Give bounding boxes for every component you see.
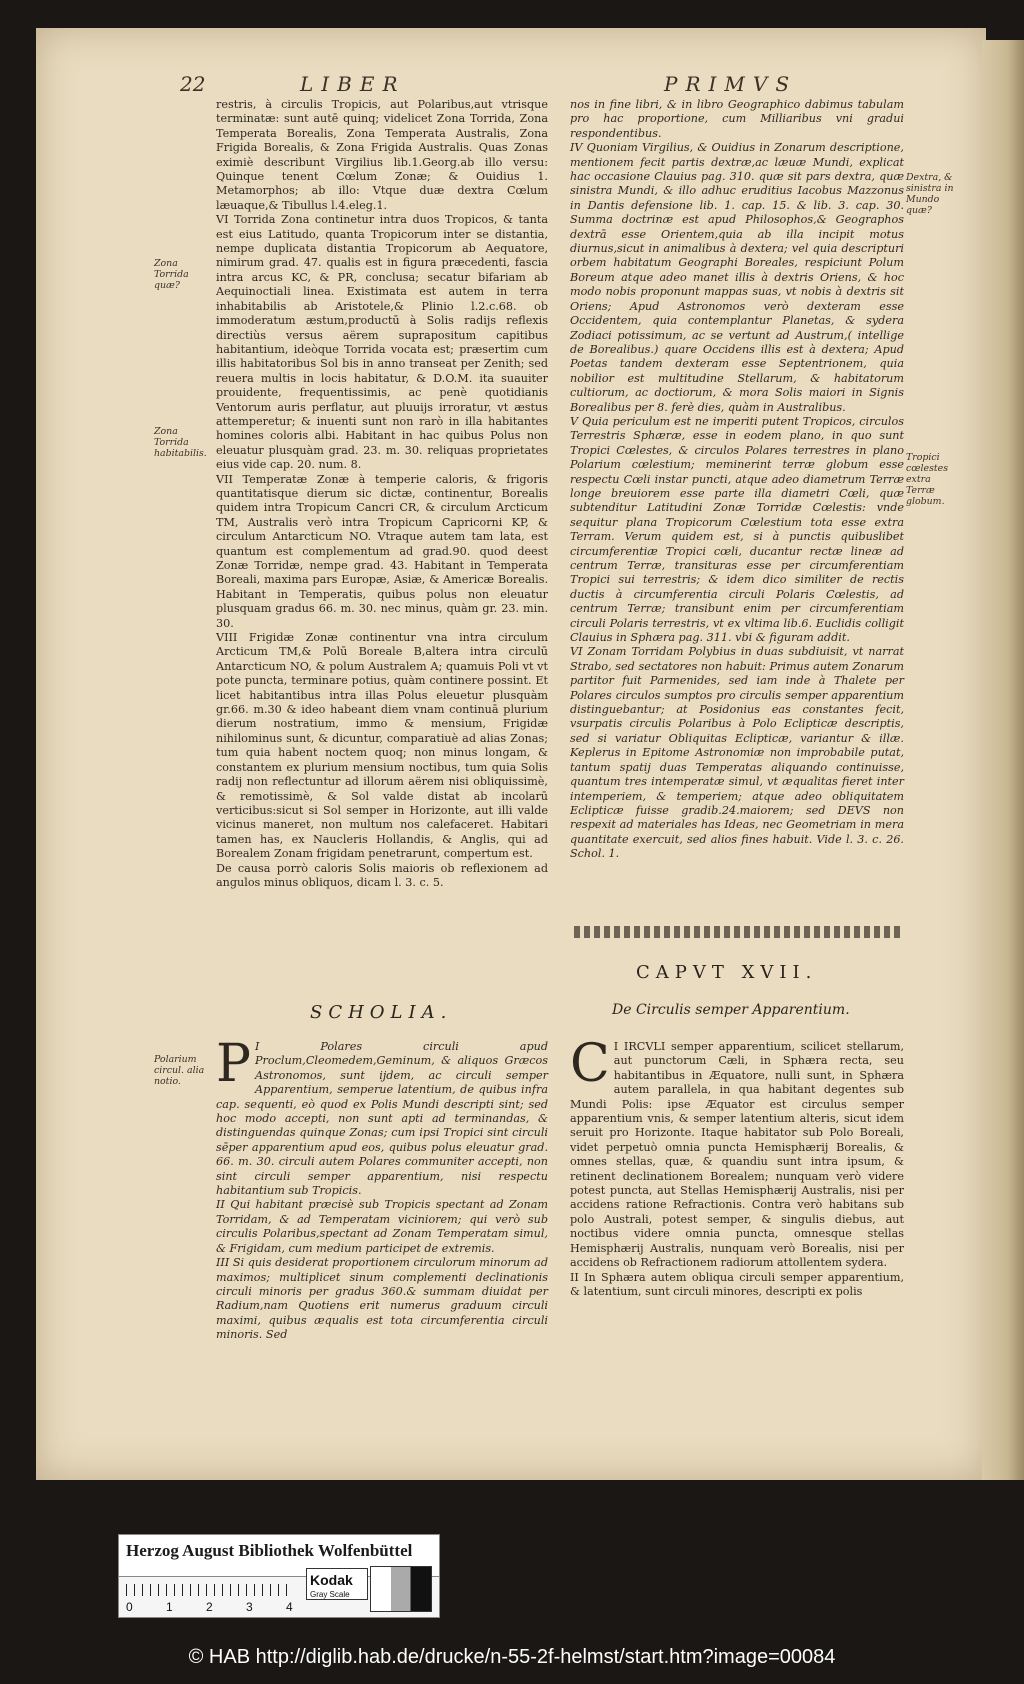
scholia-first: I Polares circuli apud Proclum,Cleomedem,Geminum, & aliquos Græcos Astronomos, sunt ijdem, ac circuli semper Apparentium, semperue latentium, de quibus infra cap. sequenti, eò quod ex Polis Mundi descripti sint; sed hoc modo accepti, non sunt apti ad terminandas, & distinguendas quinque Zonas; cum ipsi Tropici sint circuli sēper apparentium apud eos, quibus polus eleuatur grad. 66. m. 30. circuli autem Polares communiter accepti, non sint circuli semper apparentium, nisi respectu habitantium sub Tropicis. (216, 1040, 548, 1198)
right-paragraph: IV Quoniam Virgilius, & Ouidius in Zonarum descriptione, mentionem fecit partis dextræ,ac læuæ Mundi, explicat hac occasione Clauius pag. 310. quæ sit pars dextra, quæ sinistra Mundi, & illo adhuc eruditius Iacobus Mazzonus in Dantis defensione lib. 1. cap. 15. & lib. 3. cap. 30. Summa doctrinæ est apud Philosophos,& Geographos dextrā esse Orientem,quia ab illa incipit motus diurnus,sicut in animalibus à dextera; vel quia descripturi orbem habitatum Geographi Boreales, respiciunt Polum Boreum atque adeo manet illis à dextris Oriens, & hoc modo nobis proponunt mappas suas, vt nobis à dextris sit Oriens; Apud Astronomos verò dexteram esse Occidentem, quia contemplantur Planetas, & sydera Zodiaci potissimum, ac se vertunt ad Austrum,( intellige de Borealibus.) quare Occidens illis est à dextera; Apud Poetas tandem dexteram esse Septentrionem, quia nobilior est multitudine Stellarum, & habitatorum cultiorum, ac doctiorum, & mora Solis maiori in Signis Borealibus per 8. ferè dies, quàm in Australibus. (570, 141, 904, 414)
ruler-ticks (126, 1584, 294, 1596)
margin-note: Zona Torrida quæ? (154, 258, 189, 291)
scholia-second: II Qui habitant præcisè sub Tropicis spectant ad Zonam Torridam, & ad Temperatam viciniorem; qui verò sub circulis Polaribus,spectant ad Zonam Temperatam simul, & Frigidam, cum medium participet de extremis. (216, 1198, 548, 1255)
right-paragraph: nos in fine libri, & in libro Geographico dabimus tabulam pro hac proportione, cum Milliaribus vni gradui respondentibus. (570, 98, 904, 140)
chapter-title: CAPVT XVII. (636, 962, 818, 983)
scale-number: 0 (126, 1600, 133, 1614)
left-paragraph: restris, à circulis Tropicis, aut Polaribus,aut vtrisque terminatæ: sunt autē quinq; videlicet Zona Torrida, Zona Temperata Borealis, Zona Temperata Australis, Zona Frigida Borealis, & Zona Frigida Australis. Quas Zonas eximiè describunt Virgilius lib.1.Georg.ab illo versu: Quinque tenent Cœlum Zonæ; & Ouidius 1. Metamorphos; ab illo: Vtque duæ dextra Cœlum læuaque,& Tibullus l.4.eleg.1. (216, 98, 548, 212)
scholia-dropcap: P (216, 1034, 251, 1094)
scale-number: 4 (286, 1600, 293, 1614)
scale-number: 2 (206, 1600, 213, 1614)
chapter-p1: I IRCVLI semper apparentium, scilicet stellarum, aut punctorum Cæli, in Sphæra recta, seu habitantibus in Æquatore, nulli sunt, in Sphæra autem parallela, in qua habitant degentes sub Mundi Polis: ipse Æquator est circulus semper apparentium vnis, & semper latentium alteris, sicut idem seruit pro Horizonte. Itaque habitator sub Polo Boreali, videt perpetuò omnia puncta Hemisphærij Borealis, & omnes stellas, quæ, & quandiu sunt intra ipsum, & retinent declinationem Borealem; nunquam verò videre potest puncta, aut Stellas Hemisphærij Australis, nisi per accidens ratione Refractionis. Contra verò habitans sub polo Australi, potest semper, & singulis diebus, aut noctibus videre omnia puncta, omnesque stellas Hemisphærij Australis, nunquam verò Borealis, nisi per accidens ob Refractionem radiorum attollentem sydera. (570, 1040, 904, 1270)
gray-scale-patch (370, 1566, 432, 1612)
margin-note: Polarium circul. alia notio. (154, 1054, 205, 1087)
right-paragraph: VI Zonam Torridam Polybius in duas subdiuisit, vt narrat Strabo, sed sectatores non habuit: Primus autem Zonarum partitor fuit Parmenides, sed iam inde à Thalete per Polares circulos sumptos pro circulis semper apparentium distinguebantur; at Posidonius eas constantes fecit, vsurpatis circulis Polaribus à Polo Eclipticæ descriptis, sed si variatur Obliquitas Eclipticæ, variantur & illæ. Keplerus in Epitome Astronomiæ non improbabile putat, tantum spatij duas Temperatas aliquando continuisse, quantum tres intemperatæ simul, vt æqualitas fieret inter intemperiem, & temperiem; atque adeo obliquitatem Eclipticæ fuisse gradib.24.maiorem; sed DEVS non respexit ad materiales has Ideas, nec Geometriam in mera quantitate exercuit, sed alios fines habuit. Vide l. 3. c. 26. Schol. 1. (570, 645, 904, 861)
kodak-logo: Kodak (310, 1572, 353, 1588)
margin-note: Tropici cœlestes extra Terræ globum. (906, 452, 949, 507)
chapter-p2: II In Sphæra autem obliqua circuli semper apparentium, & latentium, sunt circuli minores, descripti ex polis (570, 1270, 904, 1298)
ornament-rule (574, 926, 902, 938)
left-paragraph: De causa porrò caloris Solis maioris ob reflexionem ad angulos minus obliquos, dicam l. 3. c. 5. (216, 861, 548, 889)
left-column (216, 98, 548, 890)
chapter-subtitle: De Circulis semper Apparentium. (612, 1002, 850, 1018)
right-paragraph: V Quia periculum est ne imperiti putent Tropicos, circulos Terrestris Sphæræ, esse in eodem plano, in quo sunt Tropici Cœlestes, & circulos Polares terrestres in plano Polarium cœlestium; meminerint terræ globum esse respectu Cœli instar puncti, atque adeo diametrum Terræ longe breuiorem esse parte illa diametri Cœli, quæ subtenditur Latitudini Zonæ Torridæ Cœlestis: vnde sequitur plana Tropicorum Cœlestium tota esse extra Terram. Verum quidem est, si à punctis quibuslibet circumferentiæ Tropici cœli, ducantur rectæ lineæ ad centrum Terræ, transituras esse per circumferentiam Tropici sui terrestris; & idem dico similiter de rectis ductis à circumferentia circuli Polaris Cœlestis, ad centrum Terræ; transibunt enim per circumferentiam circuli Polaris terrestris, vt ex vltima lib.6. Euclidis colligit Clauius in Sphæra pag. 311. vbi & figuram addit. (570, 414, 904, 645)
copyright-footer: © HAB http://diglib.hab.de/drucke/n-55-2f-helmst/start.htm?image=00084 (188, 1646, 836, 1668)
scale-number: 3 (246, 1600, 253, 1614)
margin-note: Dextra, & sinistra in Mundo quæ? (906, 172, 954, 216)
chapter-text (570, 1034, 904, 1299)
page-number: 22 (180, 72, 206, 96)
chapter-dropcap: C (570, 1034, 610, 1094)
page-edge (982, 40, 1024, 1480)
running-head-right: PRIMVS (664, 72, 798, 96)
scholia-text (216, 1034, 548, 1343)
left-paragraph: VIII Frigidæ Zonæ continentur vna intra circulum Arcticum TM,& Polū Boreale B,altera intra circulū Antarcticum NO, & polum Australem A; quamuis Poli vt vt pote puncta, terminare potius, quàm continere possint. Et licet habitantibus intra illas Polus eleuetur plusquàm gr.66. m.30 & ideo habeant diem vnam continuā plurium dierum nostratium, immo & mensium, Frigidæ nihilominus sunt, & dicuntur, comparatiuè ad alias Zonas; tum quia habent noctem quoq; non minus longam, & constantem ex plurium mensium noctibus, tum quia Solis radij non reflectuntur ad illorum aërem nisi obliquissimè, & remotissimè, & Sol valde distat ab incolarū verticibus:sicut si Sol semper in Horizonte, aut illi valde vicinus maneret, non multum nos calefaceret. Habitari tamen has, ex Naucleris Hollandis, & Anglis, qui ad Borealem Zonam frigidam penetrarunt, compertum est. (216, 631, 548, 861)
scholia-third: III Si quis desiderat proportionem circulorum minorum ad maximos; multiplicet sinum complementi declinationis circuli minoris per gradus 360.& summam diuidat per Radium,nam Quotiens erit numerus graduum circuli maximi, quibus æqualis est tota circumferentia circuli minoris. Sed (216, 1256, 548, 1342)
scholia-title: SCHOLIA. (310, 1002, 453, 1023)
right-column (570, 98, 904, 862)
margin-note: Zona Torrida habitabilis. (154, 426, 207, 459)
left-paragraph: VII Temperatæ Zonæ à temperie caloris, & frigoris quantitatisque dierum sic dictæ, continentur, Borealis quidem intra Tropicum Cancri CR, & circulum Arcticum TM, Australis verò intra Tropicum Capricorni KP, & circulum Antarcticum NO. Vtraque autem tam lata, est quantum est complementum ad grad.90. quod deest Zonæ Torridæ, nempe grad. 43. Habitant in Temperata Boreali, maxima pars Europæ, Asiæ, & Americæ Borealis. Habitant in Temperatis, quibus polus non eleuatur plusquam gradus 66. m. 30. nec minus, quàm gr. 23. min. 30. (216, 472, 548, 630)
left-paragraph: VI Torrida Zona continetur intra duos Tropicos, & tanta est eius Latitudo, quanta Tropicorum inter se distantia, nempe duplicata distantia Tropicorum ab Aequatore, nimirum grad. 47. qualis est in figura præcedenti, fascia intra arcus KC, & PR, conclusa; secatur bifariam ab Aequinoctiali linea. Existimata est autem in terra inhabitabilis ab Aristotele,& Plinio l.2.c.68. ob immoderatum æstum,productū à Solis radijs reflexis directiùs versus aërem suprapositum capitibus habitantium, ideòque Torrida vocata est; præsertim cum illis habitatoribus Sol bis in anno transeat per Zenith; sed reuera multis in locis habitatur, & D.O.M. ita suauiter prouidente, frequentissimis, ac penè quotidianis Ventorum auris perflatur, aut pluuijs irroratur, vt æstus attemperetur; & inuenti sunt non rarò in illa habitantes homines coloris albi. Habitant in hac quibus Polus non eleuatur plusquàm grad. 23. m. 30. reliquas proprietates eius vide cap. 20. num. 8. (216, 213, 548, 472)
scale-number: 1 (166, 1600, 173, 1614)
library-name: Herzog August Bibliothek Wolfenbüttel (126, 1541, 413, 1560)
kodak-subtitle: Gray Scale (310, 1590, 350, 1599)
running-head-left: LIBER (300, 72, 406, 96)
